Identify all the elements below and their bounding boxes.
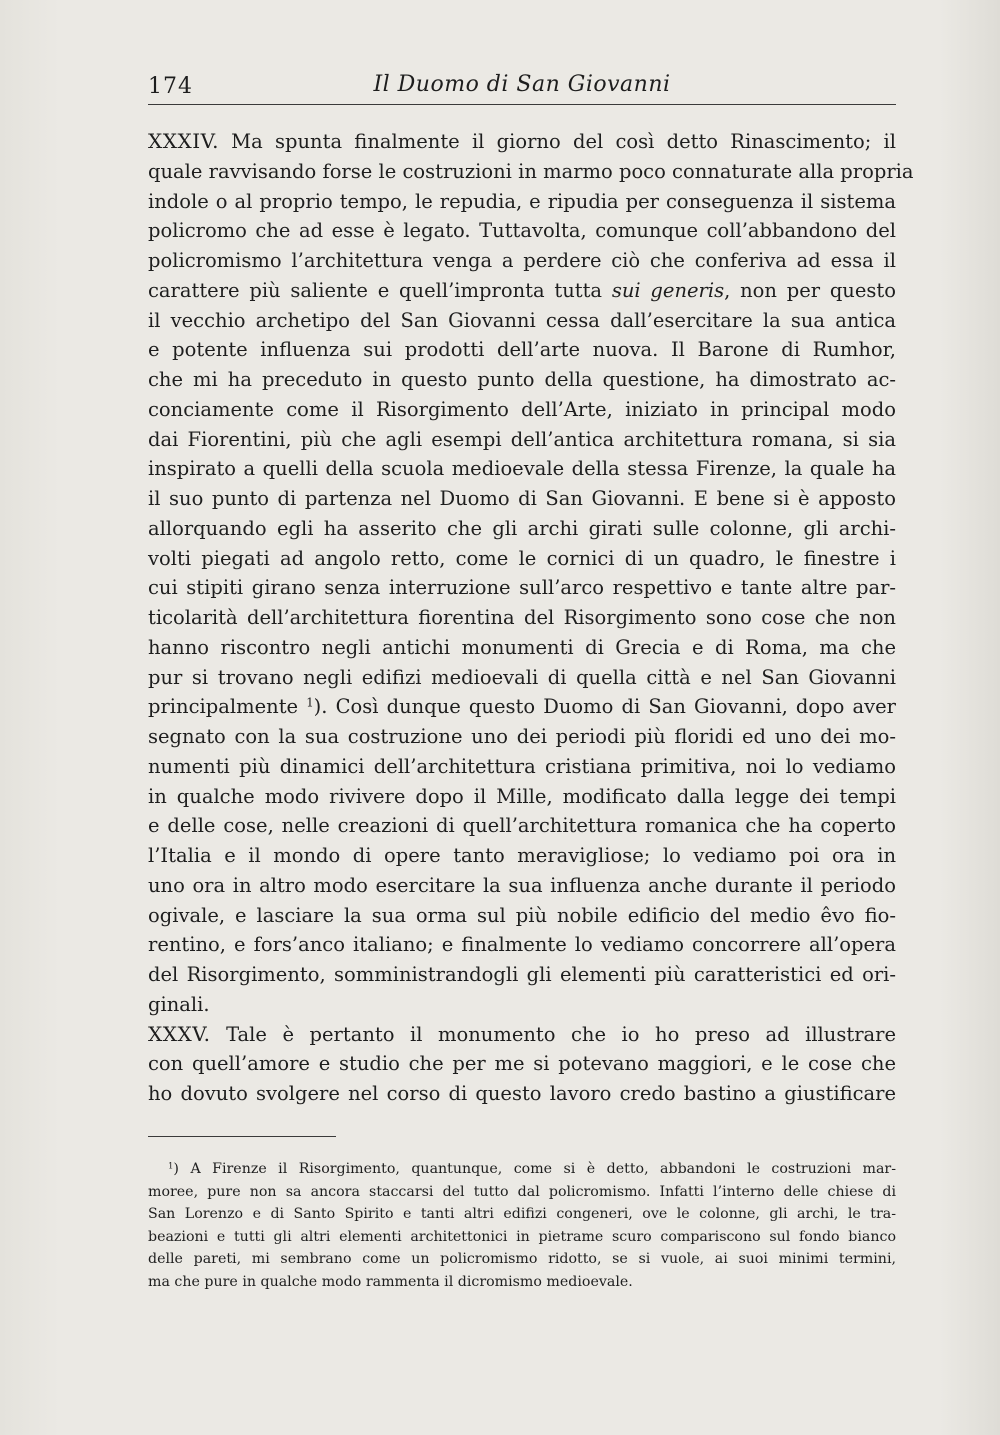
section-number: XXXV. [148,1021,211,1046]
running-head [148,64,896,104]
header-rule [148,104,896,105]
text-line: il suo punto di partenza nel Duomo di San Giovanni. E bene si è apposto [148,487,896,510]
text-line: numenti più dinamici dell’architettura cristiana primitiva, noi lo vediamo [148,754,896,778]
text-line: l’Italia e il mondo di opere tanto meravigliose; lo vediamo poi ora in [148,844,896,867]
text-line: uno ora in altro modo esercitare la sua influenza anche durante il periodo [148,873,896,897]
footnote-line: $^1$) A Firenze il Risorgimento, quantunque, come si è detto, abbandoni le costruzioni mar- [168,1161,896,1177]
text-line: ginali. [148,992,210,1016]
text-line: in qualche modo rivivere dopo il Mille, modificato dalla legge dei tempi [148,784,896,808]
text-line: e delle cose, nelle creazioni di quell’architettura romanica che ha coperto [148,814,896,838]
text-line: carattere più saliente e quell’impronta tutta sui generis, non per questo [148,278,896,302]
page-number: 174 [148,74,193,99]
text-line: conciamente come il Risorgimento dell’Arte, iniziato in principal modo [148,397,896,421]
text-line: con quell’amore e studio che per me si potevano maggiori, e le cose che [148,1052,896,1076]
text-line: indole o al proprio tempo, le repudia, e ripudia per conseguenza il sistema [148,189,896,213]
footnote-line: San Lorenzo e di Santo Spirito e tanti altri edifizi congeneri, ove le colonne, gli archi, le tra- [148,1206,896,1222]
text-line: policromo che ad esse è legato. Tuttavolta, comunque coll’abbandono del [148,219,896,243]
text-line: XXXIV. Ma spunta finalmente il giorno del così detto Rinascimento; il [148,129,896,153]
text-line: volti piegati ad angolo retto, come le cornici di un quadro, le finestre i [148,546,896,570]
text-line: policromismo l’architettura venga a perdere ciò che conferiva ad essa il [148,249,896,272]
text-line: hanno riscontro negli antichi monumenti di Grecia e di Roma, ma che [148,635,896,659]
text-line: inspirato a quelli della scuola medioevale della stessa Firenze, la quale ha [148,457,896,481]
text-line: e potente influenza sui prodotti dell’arte nuova. Il Barone di Rumhor, [148,338,896,362]
text-line: quale ravvisando forse le costruzioni in marmo poco connaturate alla propria [148,159,914,183]
footnote [148,1158,896,1293]
text-line: ticolarità dell’architettura fiorentina del Risorgimento sono cose che non [148,606,896,629]
footnote-rule [148,1136,336,1137]
section-number: XXXIV. [148,129,219,153]
text-line: XXXV. Tale è pertanto il monumento che io ho preso ad illustrare [148,1021,897,1046]
text-line: che mi ha preceduto in questo punto della questione, ha dimostrato ac- [148,368,896,391]
text-line: ogivale, e lasciare la sua orma sul più nobile edificio del medio êvo fio- [148,903,896,927]
running-title: Il Duomo di San Giovanni [373,72,671,97]
text-line: rentino, e fors’anco italiano; e finalmente lo vediamo concorrere all’opera [148,933,896,957]
main-text [148,127,914,1109]
text-line: il vecchio archetipo del San Giovanni cessa dall’esercitare la sua antica [148,308,896,332]
text-line: allorquando egli ha asserito che gli archi girati sulle colonne, gli archi- [148,516,896,540]
footnote-marker: 1 [168,1161,174,1172]
footnote-line: ma che pure in qualche modo rammenta il dicromismo medioevale. [148,1273,633,1290]
footnote-line: beazioni e tutti gli altri elementi architettonici in pietrame scuro compariscono sul fondo bianco [148,1228,896,1245]
footnote-line: moree, pure non sa ancora staccarsi del tutto dal policromismo. Infatti l’interno delle chiese di [148,1183,896,1200]
text-line: segnato con la sua costruzione uno dei periodi più floridi ed uno dei mo- [148,725,896,748]
text-line: dai Fiorentini, più che agli esempi dell’antica architettura romana, si sia [148,427,896,451]
footnote-reference: 1 [306,695,314,710]
text-line: cui stipiti girano senza interruzione sull’arco respettivo e tante altre par- [148,576,896,600]
text-line: ho dovuto svolgere nel corso di questo lavoro credo bastino a giustificare [148,1082,896,1105]
text-line: del Risorgimento, somministrandogli gli elementi più caratteristici ed ori- [148,963,896,986]
footnote-line: delle pareti, mi sembrano come un policromismo ridotto, se si vuole, ai suoi minimi termini, [148,1251,896,1267]
text-line: pur si trovano negli edifizi medioevali di quella città e nel San Giovanni [148,665,896,689]
text-line: principalmente $^1$). Così dunque questo Duomo di San Giovanni, dopo aver [148,695,897,719]
italic-phrase: sui generis [611,278,725,302]
